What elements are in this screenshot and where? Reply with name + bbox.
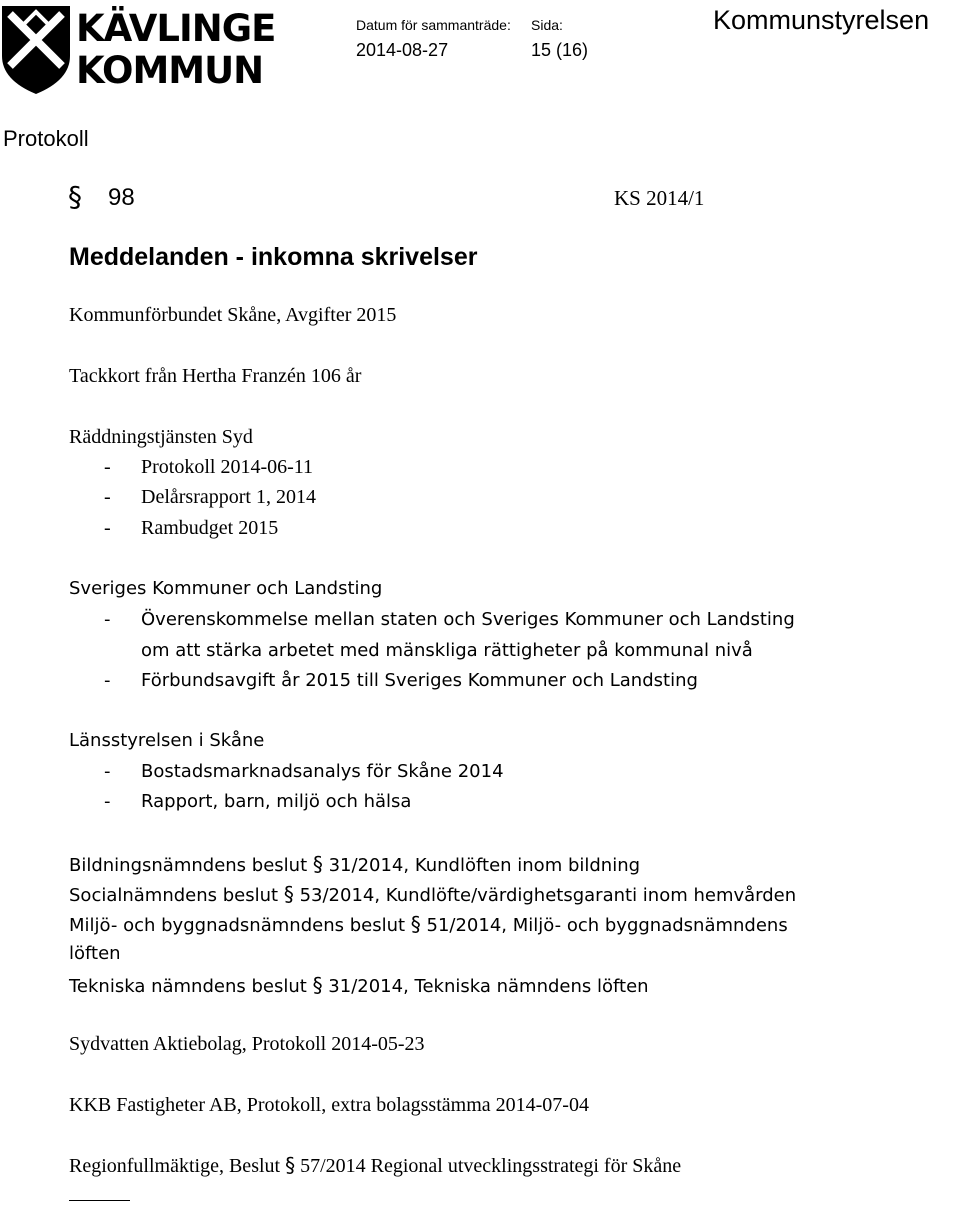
page-value: 15 (16) bbox=[531, 40, 589, 60]
case-number: KS 2014/1 bbox=[614, 186, 705, 210]
date-label: Datum för sammanträde: bbox=[356, 17, 511, 33]
list-item: Rapport, barn, miljö och hälsa bbox=[141, 791, 412, 812]
item-skl: Sveriges Kommuner och Landsting bbox=[69, 578, 383, 599]
logo-text-line2: KOMMUN bbox=[76, 49, 264, 92]
item-regionfullmaktige bbox=[69, 1153, 681, 1178]
list-item: Protokoll 2014-06-11 bbox=[141, 456, 314, 478]
decision-text: Miljö- och byggnadsnämndens beslut bbox=[69, 915, 406, 936]
decision-text: 31/2014, Tekniska nämndens löften bbox=[328, 976, 649, 997]
list-dash: - bbox=[104, 609, 111, 630]
decision-text: 53/2014, Kundlöfte/värdighetsgaranti inom hemvården bbox=[299, 885, 797, 906]
item-tackkort: Tackkort från Hertha Franzén 106 år bbox=[69, 365, 362, 387]
list-dash: - bbox=[104, 456, 111, 478]
list-item: Rambudget 2015 bbox=[141, 517, 279, 539]
list-item: Överenskommelse mellan staten och Sveriges Kommuner och Landsting bbox=[141, 609, 795, 630]
decision-text: 51/2014, Miljö- och byggnadsnämndens bbox=[426, 915, 788, 936]
list-item: Bostadsmarknadsanalys för Skåne 2014 bbox=[141, 761, 504, 782]
item-kommunforbundet: Kommunförbundet Skåne, Avgifter 2015 bbox=[69, 304, 397, 326]
list-dash: - bbox=[104, 517, 111, 539]
section-sign: § bbox=[312, 973, 323, 997]
decision-text: Regionfullmäktige, Beslut bbox=[69, 1155, 281, 1177]
decision-miljo bbox=[69, 912, 788, 936]
doc-type: Protokoll bbox=[3, 126, 89, 151]
section-sign: § bbox=[283, 882, 294, 906]
date-value: 2014-08-27 bbox=[356, 40, 449, 60]
paragraph-number: 98 bbox=[108, 184, 135, 211]
decision-text: Bildningsnämndens beslut bbox=[69, 855, 308, 876]
decision-text: 57/2014 Regional utvecklingsstrategi för Skåne bbox=[300, 1155, 682, 1177]
section-sign: § bbox=[410, 912, 421, 936]
section-sign: § bbox=[312, 852, 323, 876]
decision-tekniska bbox=[69, 973, 649, 997]
decision-bildning bbox=[69, 852, 640, 876]
page-label: Sida: bbox=[531, 17, 563, 33]
shield-icon bbox=[0, 4, 72, 96]
decision-text: Socialnämndens beslut bbox=[69, 885, 279, 906]
item-raddningstjansten: Räddningstjänsten Syd bbox=[69, 426, 253, 448]
item-sydvatten: Sydvatten Aktiebolag, Protokoll 2014-05-23 bbox=[69, 1033, 425, 1055]
section-sign: § bbox=[285, 1153, 296, 1177]
end-rule bbox=[69, 1200, 130, 1201]
list-dash: - bbox=[104, 486, 111, 508]
decision-text: 31/2014, Kundlöften inom bildning bbox=[328, 855, 641, 876]
item-lansstyrelsen: Länsstyrelsen i Skåne bbox=[69, 730, 265, 751]
paragraph-sign: § bbox=[68, 180, 82, 213]
item-kkb: KKB Fastigheter AB, Protokoll, extra bolagsstämma 2014-07-04 bbox=[69, 1094, 589, 1116]
decision-social bbox=[69, 882, 796, 906]
kommun-logo bbox=[0, 4, 276, 96]
list-item-continued: om att stärka arbetet med mänskliga rättigheter på kommunal nivå bbox=[141, 640, 753, 661]
list-dash: - bbox=[104, 670, 111, 691]
list-item: Förbundsavgift år 2015 till Sveriges Kommuner och Landsting bbox=[141, 670, 698, 691]
list-item: Delårsrapport 1, 2014 bbox=[141, 486, 316, 508]
body-title: Kommunstyrelsen bbox=[713, 5, 930, 35]
section-heading: Meddelanden - inkomna skrivelser bbox=[69, 243, 478, 271]
logo-text-line1: KÄVLINGE bbox=[76, 7, 276, 50]
decision-miljo-continued: löften bbox=[69, 943, 121, 964]
decision-text: Tekniska nämndens beslut bbox=[69, 976, 307, 997]
list-dash: - bbox=[104, 791, 111, 812]
list-dash: - bbox=[104, 761, 111, 782]
